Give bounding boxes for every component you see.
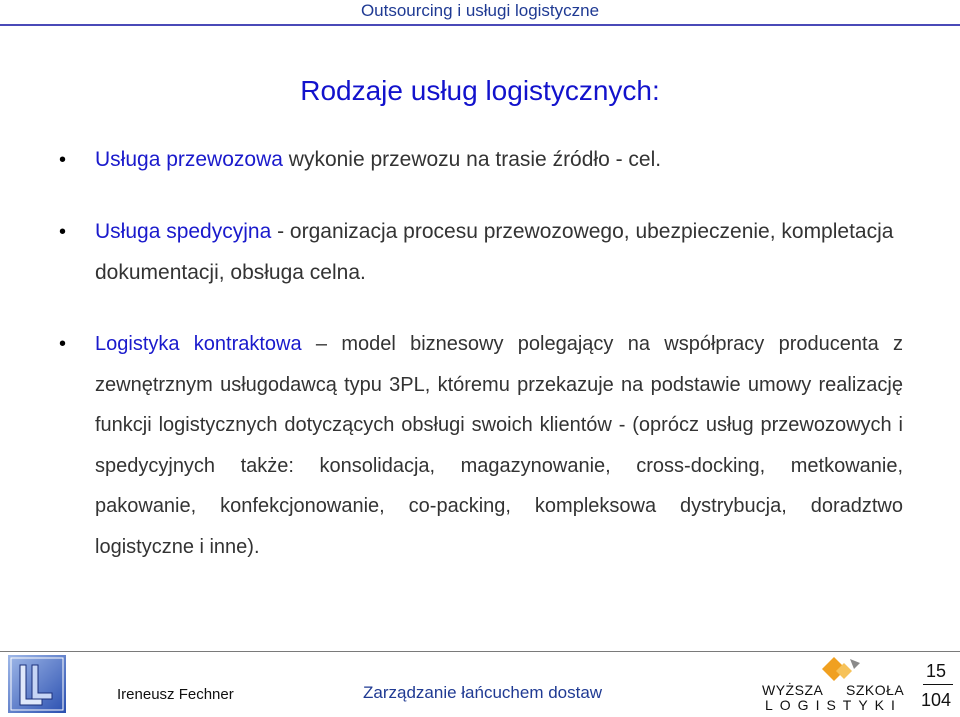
- page-number-divider: [923, 684, 953, 685]
- page-number: 15: [926, 661, 947, 681]
- school-name-line1: [762, 682, 905, 698]
- university-logo-icon: [8, 655, 66, 713]
- bullet-text: - organizacja procesu przewozowego, ubezpieczenie, kompletacja dokumentacji, obsługa celna.: [95, 220, 894, 284]
- bullet-text: wykonie przewozu na trasie źródło - cel.: [282, 148, 662, 171]
- slide-title: Rodzaje usług logistycznych:: [300, 75, 660, 106]
- author-name: Ireneusz Fechner: [117, 686, 234, 703]
- bullet-item: [59, 140, 903, 181]
- bullet-dot-icon: •: [59, 333, 67, 355]
- presentation-header-title: Outsourcing i usługi logistyczne: [360, 1, 600, 20]
- total-pages: 104: [921, 690, 952, 710]
- bullet-item: [59, 324, 903, 567]
- school-name-line2: LOGISTYKI: [765, 697, 902, 713]
- bullet-term: Logistyka kontraktowa: [95, 333, 302, 355]
- school-logo-icon: [820, 655, 864, 685]
- school-word: WYŻSZA: [762, 682, 824, 698]
- bullet-term: Usługa przewozowa: [95, 148, 283, 171]
- bullet-text: – model biznesowy polegający na współpracy producenta z zewnętrznym usługodawcą typu 3PL, któremu przekazuje na podstawie umowy realizację funkcji logistycznych dotyczących obsługi swoich klientów - (oprócz usług przewozowych i spedycyjnych także: konsolidacja, magazynowanie, cross-docking, metkowanie, pakowanie, konfekcjonowanie, co-packing, kompleksowa dystrybucja, doradztwo logistyczne i inne).: [95, 333, 903, 558]
- bullet-term: Usługa spedycyjna: [95, 220, 272, 243]
- header-divider: [0, 24, 960, 26]
- bullet-item: [59, 212, 903, 293]
- school-word: SZKOŁA: [846, 682, 905, 698]
- footer-divider: [0, 651, 960, 652]
- course-title: Zarządzanie łańcuchem dostaw: [363, 683, 603, 702]
- bullet-dot-icon: •: [59, 149, 67, 171]
- bullet-dot-icon: •: [59, 221, 67, 243]
